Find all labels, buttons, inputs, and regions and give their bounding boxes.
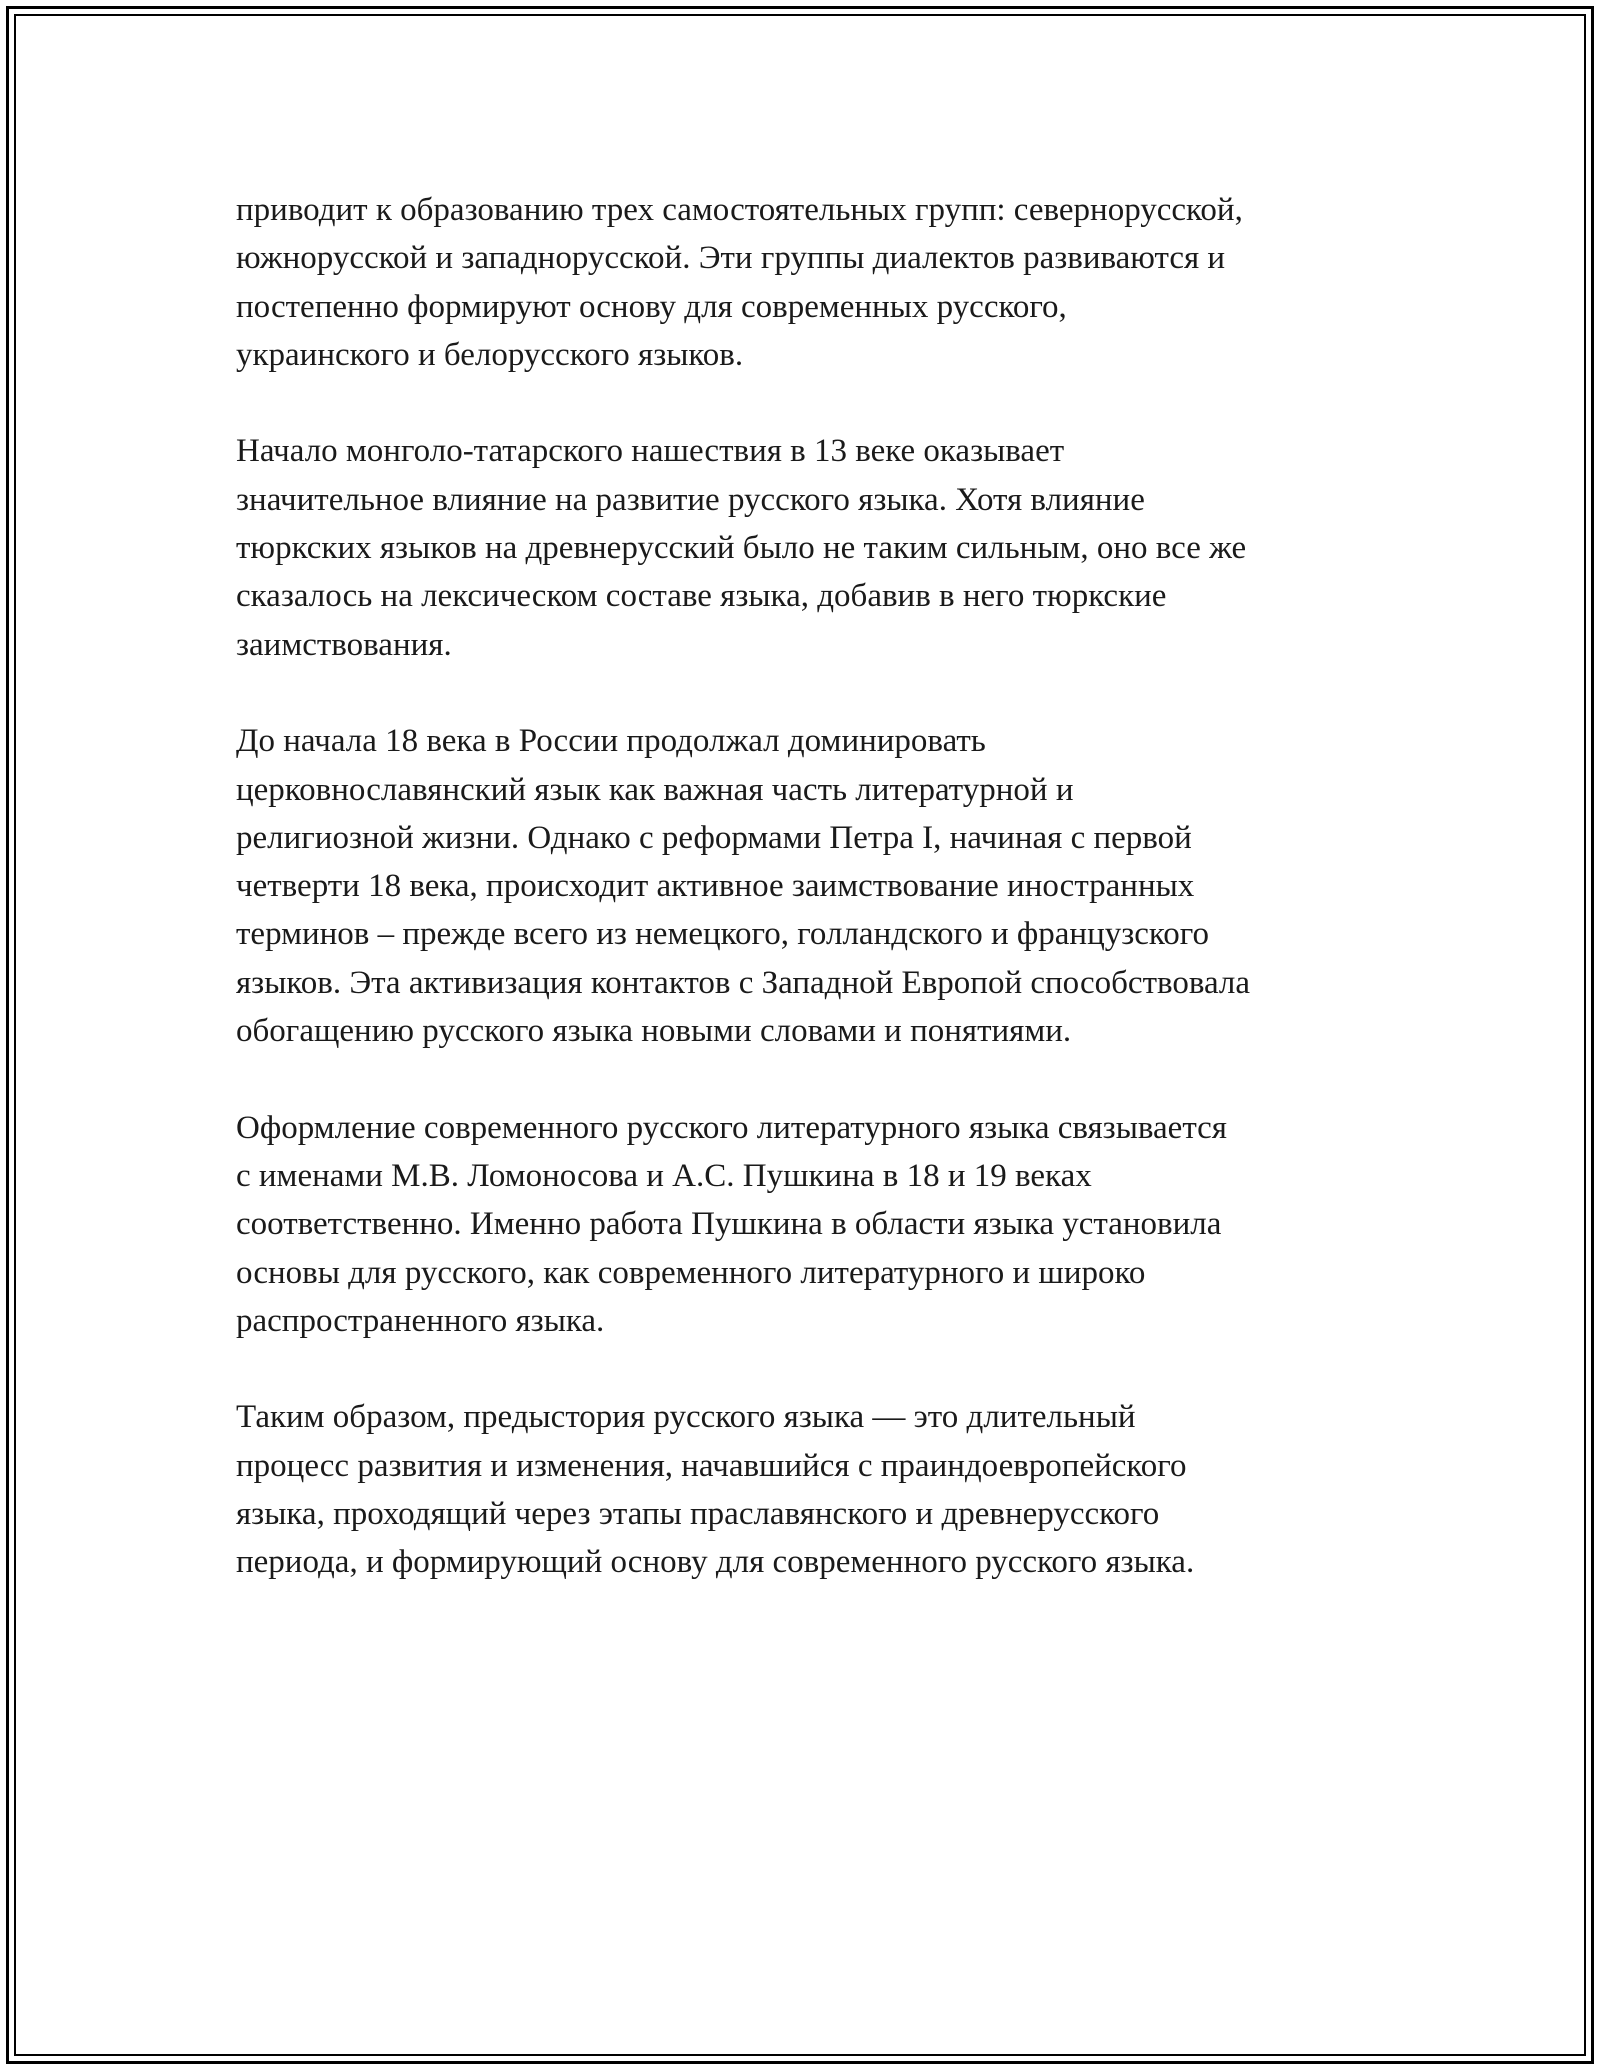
text-line: обогащению русского языка новыми словами и понятиями. [236, 1013, 1072, 1050]
document-body [236, 186, 1386, 1635]
paragraph-dialect-groups [236, 186, 1386, 379]
paragraph-conclusion [236, 1393, 1386, 1586]
text-line: четверти 18 века, происходит активное заимствование иностранных [236, 868, 1195, 905]
text-line: языка, проходящий через этапы праславянского и древнерусского [236, 1496, 1160, 1533]
text-line: До начала 18 века в России продолжал доминировать [236, 723, 986, 760]
paragraph-mongol-invasion [236, 427, 1386, 668]
paragraph-church-slavonic [236, 717, 1386, 1055]
text-line: украинского и белорусского языков. [236, 336, 744, 373]
text-line: значительное влияние на развитие русского языка. Хотя влияние [236, 481, 1145, 518]
text-line: сказалось на лексическом составе языка, добавив в него тюркские [236, 578, 1167, 615]
text-line: религиозной жизни. Однако с реформами Петра I, начиная с первой [236, 819, 1192, 856]
text-line: южнорусской и западнорусской. Эти группы диалектов развиваются и [236, 240, 1226, 277]
text-line: Начало монголо-татарского нашествия в 13 веке оказывает [236, 433, 1065, 470]
text-line: терминов – прежде всего из немецкого, голландского и французского [236, 916, 1210, 953]
text-line: основы для русского, как современного литературного и широко [236, 1254, 1146, 1291]
text-line: приводит к образованию трех самостоятельных групп: севернорусской, [236, 192, 1243, 228]
text-line: заимствования. [236, 626, 452, 663]
text-line: соответственно. Именно работа Пушкина в области языка установила [236, 1206, 1222, 1243]
text-line: периода, и формирующий основу для современного русского языка. [236, 1544, 1195, 1581]
text-line: Таким образом, предыстория русского языка — это длительный [236, 1399, 1136, 1436]
text-line: распространенного языка. [236, 1302, 605, 1339]
text-line: Оформление современного русского литературного языка связывается [236, 1109, 1227, 1146]
paragraph-literary-language [236, 1104, 1386, 1345]
text-line: церковнославянский язык как важная часть литературной и [236, 771, 1074, 808]
text-line: с именами М.В. Ломоносова и А.С. Пушкина в 18 и 19 веках [236, 1157, 1092, 1194]
text-line: постепенно формируют основу для современных русского, [236, 288, 1067, 325]
text-line: тюркских языков на древнерусский было не таким сильным, оно все же [236, 530, 1247, 567]
text-line: процесс развития и изменения, начавшийся с праиндоевропейского [236, 1447, 1187, 1484]
text-line: языков. Эта активизация контактов с Западной Европой способствовала [236, 964, 1251, 1001]
